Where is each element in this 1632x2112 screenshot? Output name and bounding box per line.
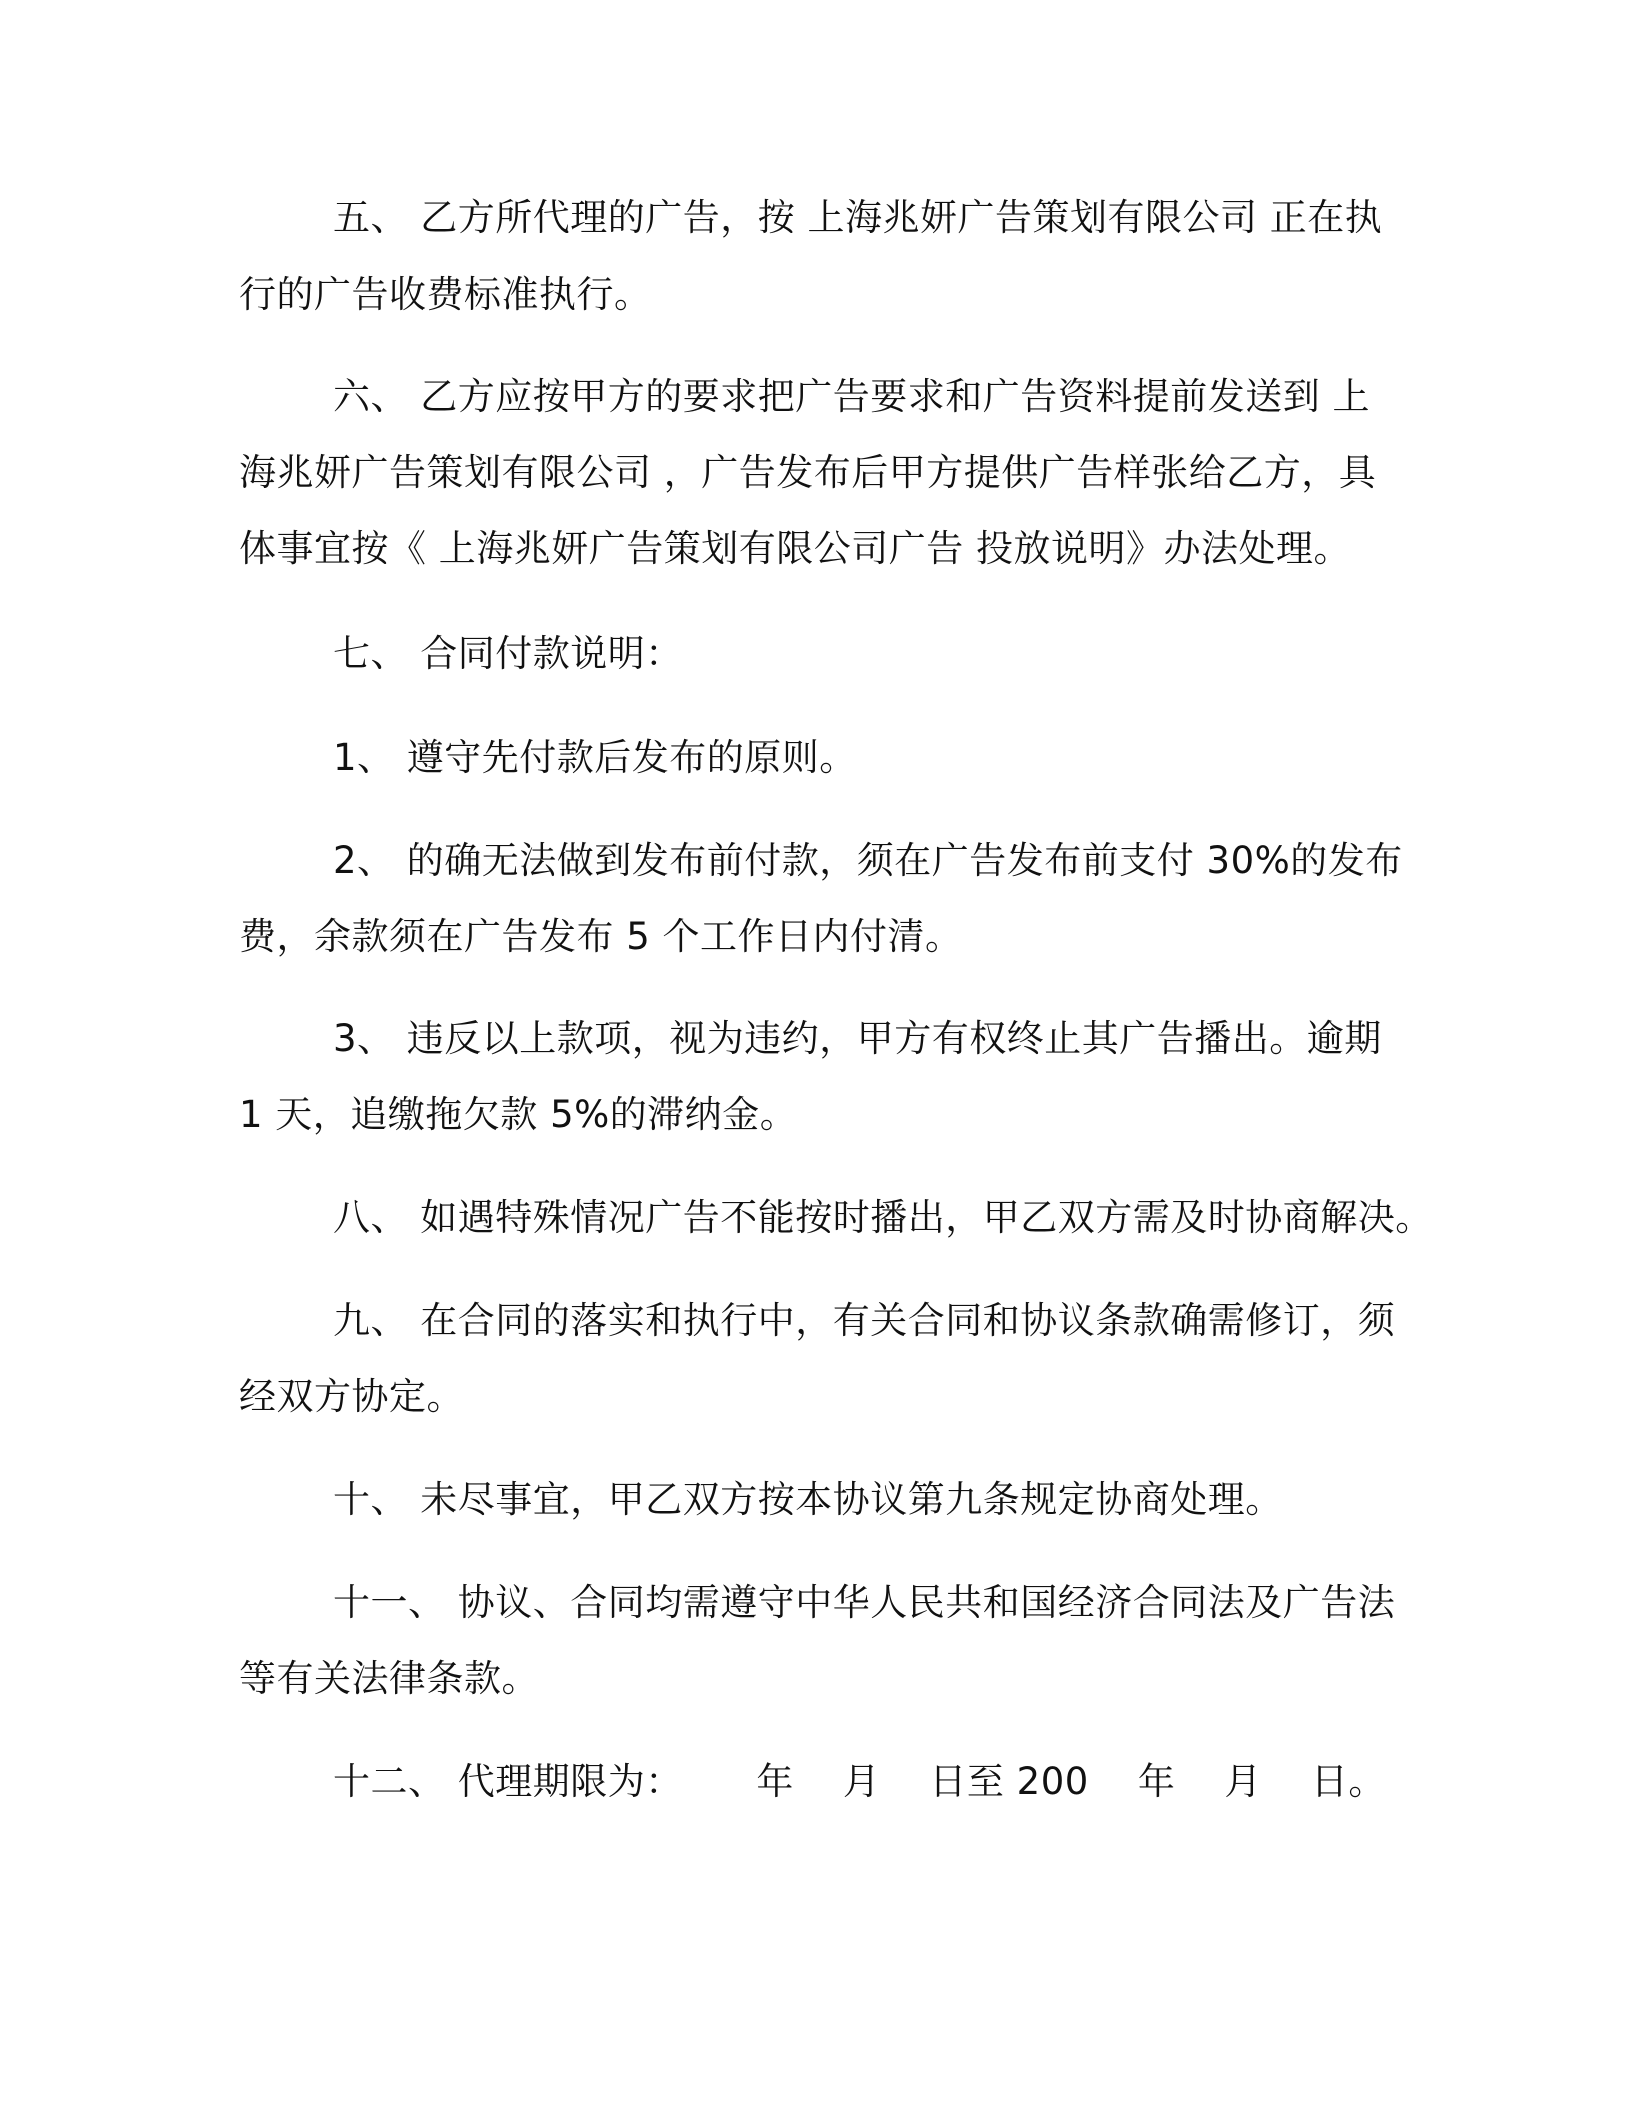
payment-item-1: 1、 遵守先付款后发布的原则。 <box>333 736 857 779</box>
clause-5-line-1: 五、 乙方所代理的广告，按 上海兆妍广告策划有限公司 正在执 <box>333 196 1383 239</box>
clause-6-line-3: 体事宜按《 上海兆妍广告策划有限公司广告 投放说明》办法处理。 <box>239 527 1352 570</box>
clause-6-line-1: 六、 乙方应按甲方的要求把广告要求和广告资料提前发送到 上 <box>333 375 1371 418</box>
payment-item-3-line-1: 3、 违反以上款项，视为违约，甲方有权终止其广告播出。逾期 <box>333 1017 1382 1060</box>
clause-9-line-2: 经双方协定。 <box>239 1375 464 1418</box>
clause-7-heading: 七、 合同付款说明： <box>333 632 683 675</box>
clause-6-line-2: 海兆妍广告策划有限公司 ，广告发布后甲方提供广告样张给乙方，具 <box>239 451 1377 494</box>
clause-8: 八、 如遇特殊情况广告不能按时播出，甲乙双方需及时协商解决。 <box>333 1196 1433 1239</box>
clause-9-line-1: 九、 在合同的落实和执行中，有关合同和协议条款确需修订，须 <box>333 1299 1396 1342</box>
payment-item-2-line-2: 费，余款须在广告发布 5 个工作日内付清。 <box>239 915 963 958</box>
payment-item-2-line-1: 2、 的确无法做到发布前付款，须在广告发布前支付 30%的发布 <box>333 839 1403 882</box>
clause-5-line-2: 行的广告收费标准执行。 <box>239 273 652 316</box>
clause-10: 十、 未尽事宜，甲乙双方按本协议第九条规定协商处理。 <box>333 1478 1283 1521</box>
payment-item-3-line-2: 1 天，追缴拖欠款 5%的滞纳金。 <box>239 1093 798 1136</box>
clause-11-line-1: 十一、 协议、合同均需遵守中华人民共和国经济合同法及广告法 <box>333 1581 1396 1624</box>
clause-11-line-2: 等有关法律条款。 <box>239 1657 539 1700</box>
clause-12: 十二、 代理期限为： 年 月 日至 200 年 月 日。 <box>333 1760 1386 1803</box>
